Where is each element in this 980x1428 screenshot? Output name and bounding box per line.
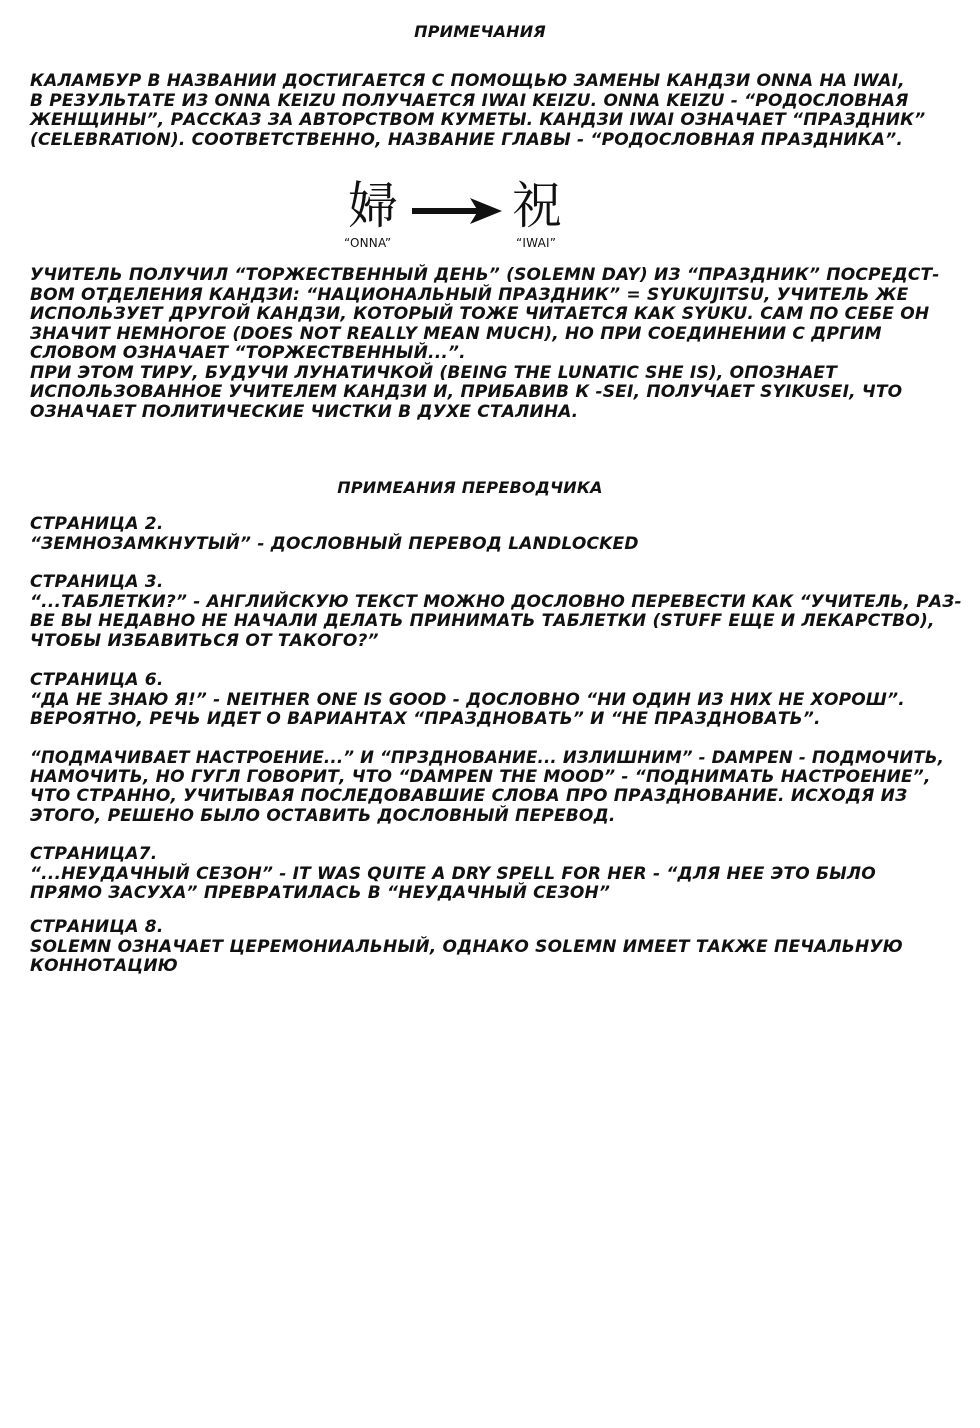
note-line: “ДА НЕ ЗНАЮ Я!” - NEITHER ONE IS GOOD - ДОСЛОВНО “НИ ОДИН ИЗ НИХ НЕ ХОРОШ”. — [30, 689, 905, 710]
teacher-line: ОЗНАЧАЕТ ПОЛИТИЧЕСКИЕ ЧИСТКИ В ДУХЕ СТАЛИНА. — [30, 401, 579, 422]
note-line: ЧТОБЫ ИЗБАВИТЬСЯ ОТ ТАКОГО?” — [30, 630, 379, 651]
kanji-iwai: 祝 — [512, 177, 562, 235]
teacher-paragraph — [30, 266, 975, 422]
note-line: ЧТО СТРАННО, УЧИТЫВАЯ ПОСЛЕДОВАВШИЕ СЛОВА ПРО ПРАЗДНОВАНИЕ. ИСХОДЯ ИЗ — [30, 786, 908, 806]
note-line: SOLEMN ОЗНАЧАЕТ ЦЕРЕМОНИАЛЬНЫЙ, ОДНАКО SOLEMN ИМЕЕТ ТАКЖЕ ПЕЧАЛЬНУЮ — [30, 936, 903, 957]
note-page-3 — [30, 573, 975, 651]
teacher-line: ИСПОЛЬЗОВАННОЕ УЧИТЕЛЕМ КАНДЗИ И, ПРИБАВИВ К -SEI, ПОЛУЧАЕТ SYIKUSEI, ЧТО — [30, 382, 903, 402]
notes-title: ПРИМЕЧАНИЯ — [414, 22, 546, 41]
note-line: НАМОЧИТЬ, НО ГУГЛ ГОВОРИТ, ЧТО “DAMPEN THE MOOD” - “ПОДНИМАТЬ НАСТРОЕНИЕ”, — [30, 766, 931, 787]
note-line: ВЕ ВЫ НЕДАВНО НЕ НАЧАЛИ ДЕЛАТЬ ПРИНИМАТЬ ТАБЛЕТКИ (STUFF ЕЩЕ И ЛЕКАРСТВО), — [30, 611, 935, 631]
note-page-7 — [30, 845, 975, 904]
right-arrow-icon — [412, 198, 502, 224]
kanji-substitution-diagram — [340, 178, 580, 256]
intro-line: ЖЕНЩИНЫ”, РАССКАЗ ЗА АВТОРСТВОМ КУМЕТЫ. КАНДЗИ IWAI ОЗНАЧАЕТ “ПРАЗДНИК” — [30, 110, 926, 130]
intro-line: (CELEBRATION). СООТВЕТСТВЕННО, НАЗВАНИЕ ГЛАВЫ - “РОДОСЛОВНАЯ ПРАЗДНИКА”. — [30, 129, 904, 150]
note-page-2 — [30, 515, 975, 554]
note-line: “...НЕУДАЧНЫЙ СЕЗОН” - IT WAS QUITE A DRY SPELL FOR HER - “ДЛЯ НЕЕ ЭТО БЫЛО — [30, 863, 876, 884]
note-line: “ЗЕМНОЗАМКНУТЫЙ” - ДОСЛОВНЫЙ ПЕРЕВОД LANDLOCKED — [30, 533, 639, 554]
teacher-line: ПРИ ЭТОМ ТИРУ, БУДУЧИ ЛУНАТИЧКОЙ (BEING THE LUNATIC SHE IS), ОПОЗНАЕТ — [30, 362, 838, 383]
note-line: СТРАНИЦА 6. — [30, 670, 164, 690]
note-line: ВЕРОЯТНО, РЕЧЬ ИДЕТ О ВАРИАНТАХ “ПРАЗДНОВАТЬ” И “НЕ ПРАЗДНОВАТЬ”. — [30, 709, 821, 729]
note-line: “...ТАБЛЕТКИ?” - АНГЛИЙСКУЮ ТЕКСТ МОЖНО ДОСЛОВНО ПЕРЕВЕСТИ КАК “УЧИТЕЛЬ, РАЗ- — [30, 591, 962, 612]
reading-onna: “ONNA” — [344, 236, 392, 250]
intro-line: КАЛАМБУР В НАЗВАНИИ ДОСТИГАЕТСЯ С ПОМОЩЬЮ ЗАМЕНЫ КАНДЗИ ONNA НА IWAI, — [30, 71, 905, 91]
note-page-6-continued — [30, 748, 975, 826]
note-line: “ПОДМАЧИВАЕТ НАСТРОЕНИЕ...” И “ПРЗДНОВАНИЕ... ИЗЛИШНИМ” - DAMPEN - ПОДМОЧИТЬ, — [30, 748, 945, 767]
note-line: СТРАНИЦА7. — [30, 844, 158, 864]
note-line: ЭТОГО, РЕШЕНО БЫЛО ОСТАВИТЬ ДОСЛОВНЫЙ ПЕРЕВОД. — [30, 805, 616, 826]
teacher-line: ЗНАЧИТ НЕМНОГОЕ (DOES NOT REALLY MEAN MUCH), НО ПРИ СОЕДИНЕНИИ С ДРГИМ — [30, 323, 882, 344]
note-line: ПРЯМО ЗАСУХА” ПРЕВРАТИЛАСЬ В “НЕУДАЧНЫЙ СЕЗОН” — [30, 883, 611, 903]
kanji-onna: 婦 — [348, 177, 398, 235]
teacher-line: ВОМ ОТДЕЛЕНИЯ КАНДЗИ: “НАЦИОНАЛЬНЫЙ ПРАЗДНИК” = SYUKUJITSU, УЧИТЕЛЬ ЖЕ — [30, 284, 909, 305]
note-line: СТРАНИЦА 2. — [30, 514, 164, 534]
note-line: СТРАНИЦА 8. — [30, 917, 164, 937]
note-line: СТРАНИЦА 3. — [30, 572, 164, 592]
intro-paragraph — [30, 72, 975, 150]
note-page-8 — [30, 918, 975, 977]
teacher-line: УЧИТЕЛЬ ПОЛУЧИЛ “ТОРЖЕСТВЕННЫЙ ДЕНЬ” (SOLEMN DAY) ИЗ “ПРАЗДНИК” ПОСРЕДСТ- — [30, 265, 940, 285]
teacher-line: ИСПОЛЬЗУЕТ ДРУГОЙ КАНДЗИ, КОТОРЫЙ ТОЖЕ ЧИТАЕТСЯ КАК SYUKU. САМ ПО СЕБЕ ОН — [30, 304, 930, 324]
note-line: КОННОТАЦИЮ — [30, 956, 178, 976]
teacher-line: СЛОВОМ ОЗНАЧАЕТ “ТОРЖЕСТВЕННЫЙ...”. — [30, 343, 466, 363]
intro-line: В РЕЗУЛЬТАТЕ ИЗ ONNA KEIZU ПОЛУЧАЕТСЯ IWAI KEIZU. ONNA KEIZU - “РОДОСЛОВНАЯ — [30, 90, 909, 111]
reading-iwai: “IWAI” — [516, 236, 557, 250]
translator-notes-title: ПРИМЕАНИЯ ПЕРЕВОДЧИКА — [337, 478, 603, 497]
note-page-6 — [30, 671, 975, 730]
